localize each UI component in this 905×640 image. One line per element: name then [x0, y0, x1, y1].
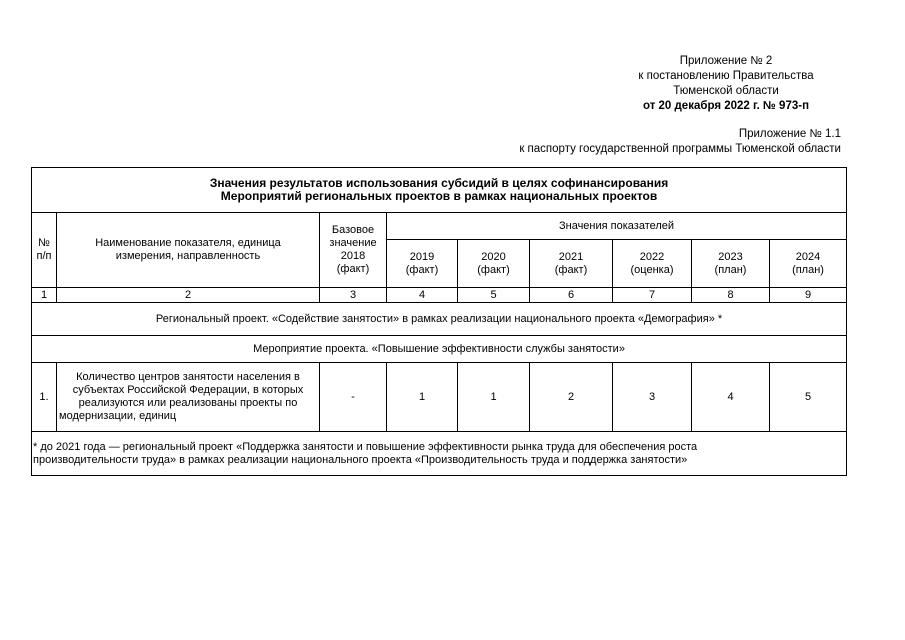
header-base-line-2: значение: [329, 237, 377, 249]
header-name-line-2: измерения, направленность: [115, 250, 261, 262]
column-number-row: [32, 288, 847, 303]
table-title: [32, 168, 847, 213]
column-number: 9: [770, 288, 847, 303]
header-year-2020: [458, 240, 530, 288]
header-base-line-4: (факт): [336, 263, 370, 275]
annex-2-region: Тюменской области: [673, 85, 779, 97]
header-year-kind: (факт): [554, 263, 588, 276]
column-number: 7: [613, 288, 692, 303]
table-title-line-1: Значения результатов использования субсидий в целях софинансирования: [209, 176, 669, 190]
base-value: -: [320, 363, 387, 432]
header-indicator-name: [57, 213, 320, 288]
table-title-line-2: Мероприятий региональных проектов в рамках национальных проектов: [220, 189, 658, 203]
indicator-name: Количество центров занятости населения в субъектах Российской Федерации, в которых реализуются или реализованы проекты по модернизации, единиц: [57, 363, 320, 432]
column-number: 1: [32, 288, 57, 303]
value-2022: 3: [613, 363, 692, 432]
header-year-label: 2021: [558, 250, 584, 263]
header-base-line-1: Базовое: [331, 224, 375, 236]
annex-2-title: Приложение № 2: [679, 55, 773, 67]
annex-2-date: от 20 декабря 2022 г. № 973-п: [642, 100, 810, 112]
header-year-2022: [613, 240, 692, 288]
annex-1-1-title: Приложение № 1.1: [738, 128, 841, 140]
footnote: [32, 432, 847, 476]
header-year-kind: (оценка): [630, 263, 674, 276]
column-number: 5: [458, 288, 530, 303]
header-year-2021: [530, 240, 613, 288]
annex-2-header: [620, 54, 832, 114]
header-year-label: 2020: [481, 250, 506, 263]
column-number: 6: [530, 288, 613, 303]
header-year-label: 2019: [409, 250, 435, 263]
header-values-group: Значения показателей: [387, 213, 847, 240]
header-year-2023: [692, 240, 770, 288]
header-number-line-2: п/п: [36, 250, 52, 262]
header-base-line-3: 2018: [340, 250, 366, 262]
row-number: 1.: [32, 363, 57, 432]
header-name-line-1: Наименование показателя, единица: [95, 237, 281, 249]
header-year-kind: (факт): [405, 263, 439, 276]
header-year-kind: (план): [792, 263, 824, 276]
header-year-kind: (план): [714, 263, 747, 276]
project-activity-row: Мероприятие проекта. «Повышение эффективности службы занятости»: [32, 336, 847, 363]
header-year-label: 2023: [718, 250, 743, 263]
value-2020: 1: [458, 363, 530, 432]
column-number: 8: [692, 288, 770, 303]
annex-2-resolution: к постановлению Правительства: [638, 70, 814, 82]
annex-1-1-header: [519, 127, 841, 157]
header-base-value: [320, 213, 387, 288]
header-year-label: 2022: [639, 250, 665, 263]
header-year-2019: [387, 240, 458, 288]
subsidy-results-table: [31, 167, 847, 476]
footnote-line-1: * до 2021 года — региональный проект «Поддержка занятости и повышение эффективности рынка труда для обеспечения роста: [33, 440, 698, 453]
header-number: [32, 213, 57, 288]
value-2023: 4: [692, 363, 770, 432]
annex-1-1-reference: к паспорту государственной программы Тюменской области: [519, 143, 841, 155]
header-number-line-1: №: [38, 237, 50, 249]
table-row: [32, 363, 847, 432]
value-2019: 1: [387, 363, 458, 432]
value-2021: 2: [530, 363, 613, 432]
header-year-kind: (факт): [477, 263, 510, 276]
header-year-label: 2024: [795, 250, 821, 263]
column-number: 3: [320, 288, 387, 303]
value-2024: 5: [770, 363, 847, 432]
regional-project-row: Региональный проект. «Содействие занятости» в рамках реализации национального проекта «Демография» *: [32, 303, 847, 336]
column-number: 4: [387, 288, 458, 303]
column-number: 2: [57, 288, 320, 303]
header-year-2024: [770, 240, 847, 288]
footnote-line-2: производительности труда» в рамках реализации национального проекта «Производительность труда и поддержка занятости»: [33, 453, 688, 466]
